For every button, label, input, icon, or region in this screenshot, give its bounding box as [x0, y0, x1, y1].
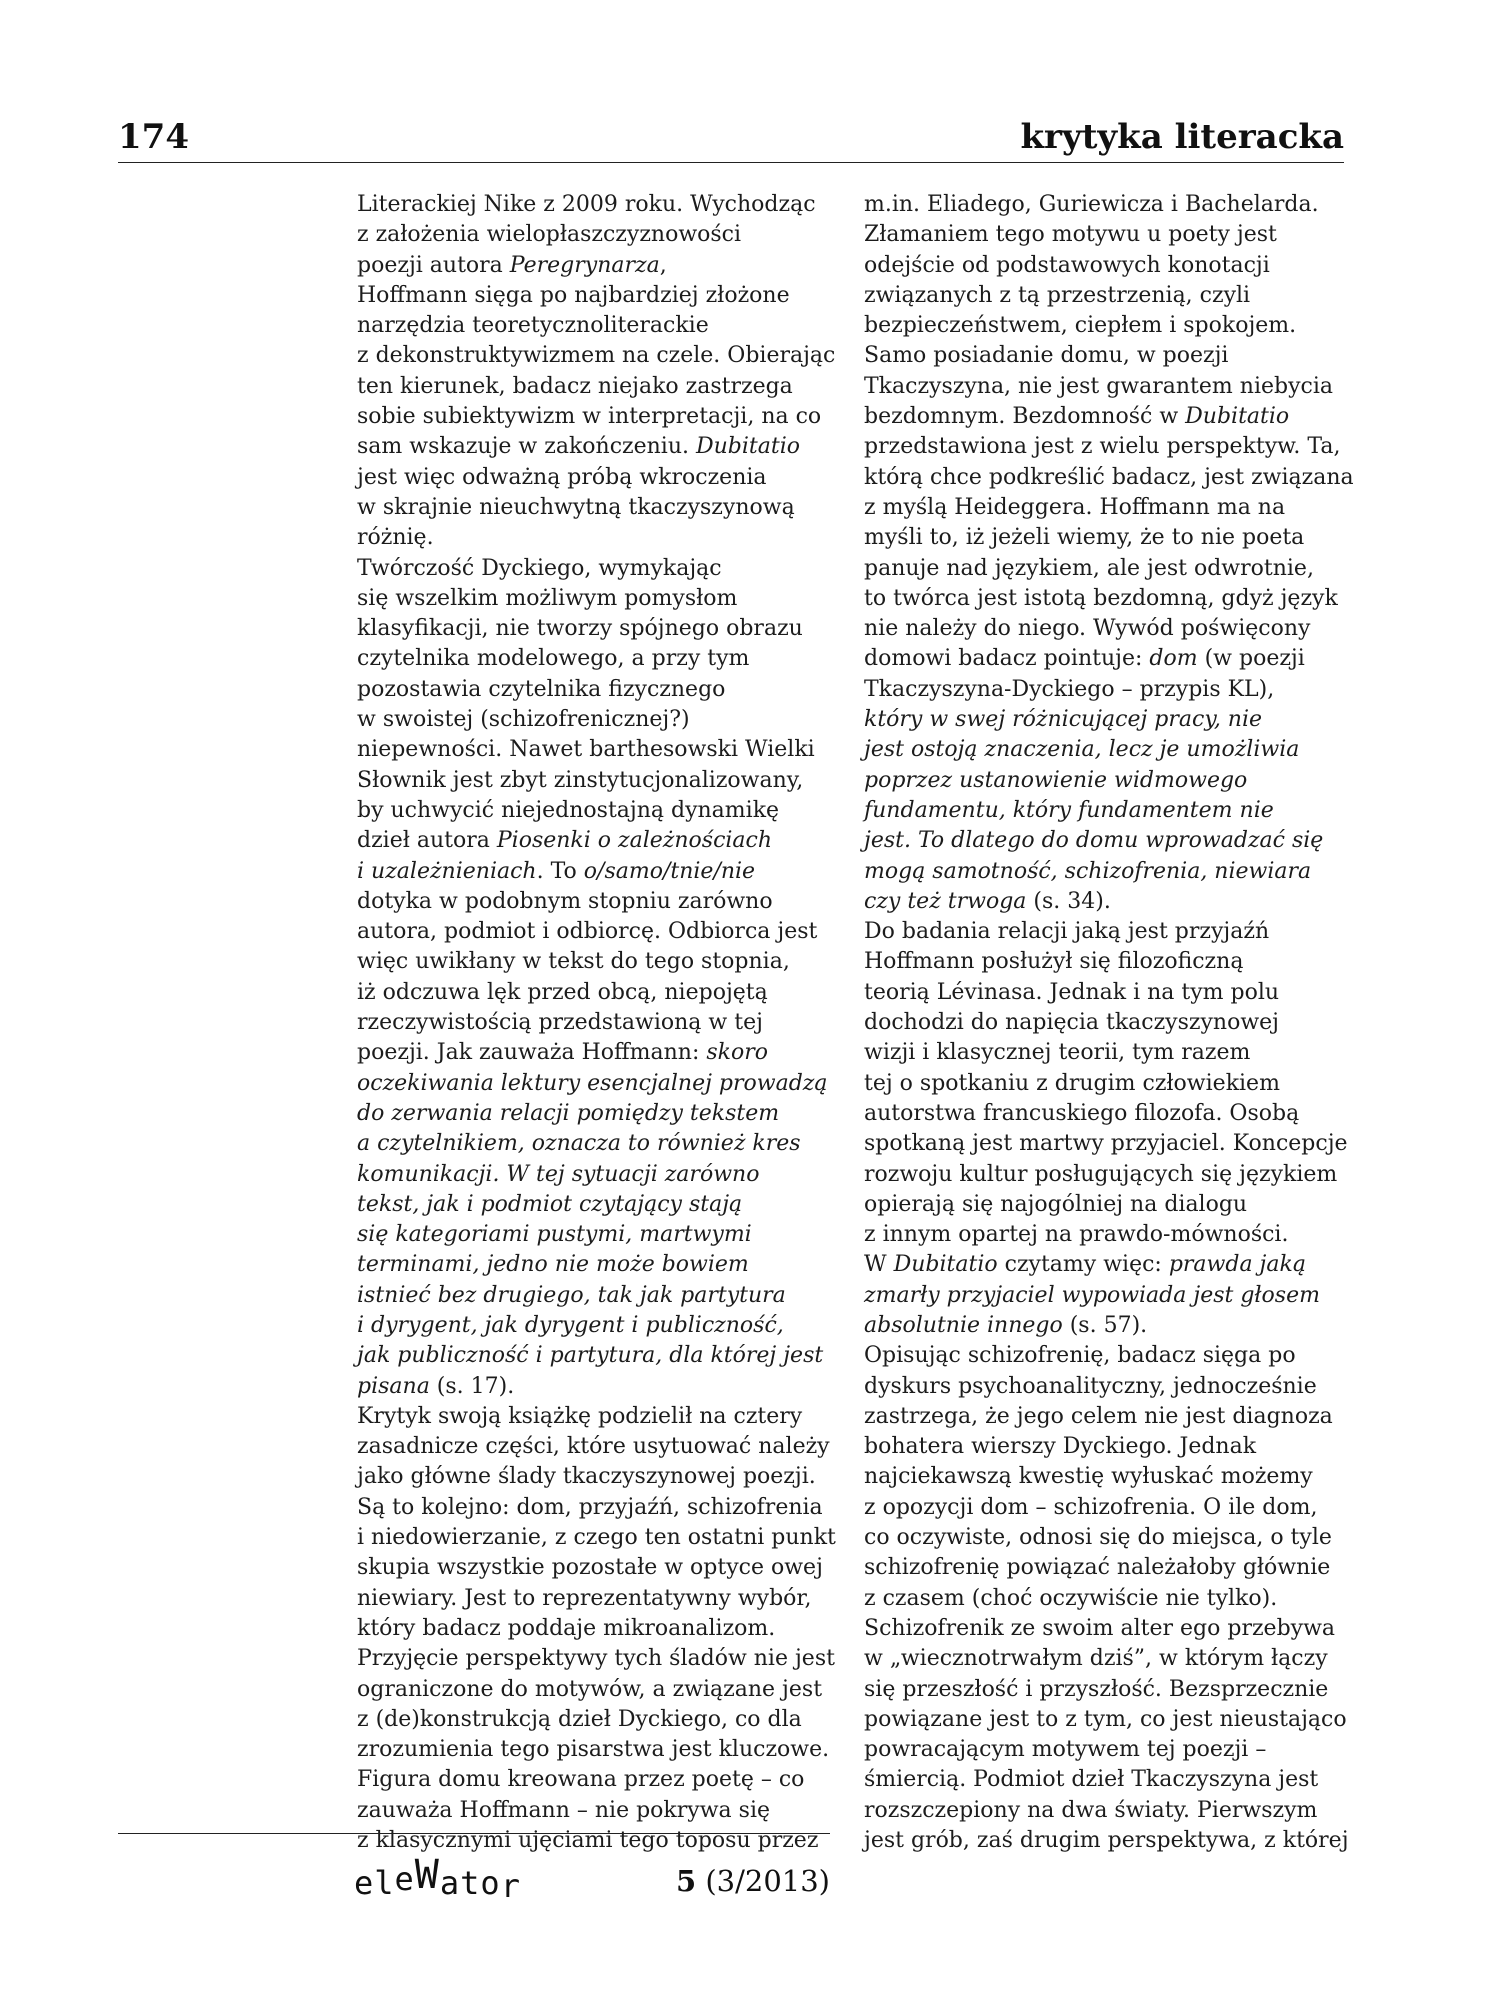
text-line	[864, 857, 1344, 887]
text-line	[864, 220, 1344, 250]
italic-text: mogą samotność, schizofrenia, niewiara	[864, 858, 1312, 884]
text-segment: Opisując schizofrenię, badacz sięga po	[864, 1343, 1296, 1369]
text-line	[864, 1796, 1344, 1826]
text-segment: ,	[659, 252, 667, 278]
text-line	[357, 1765, 837, 1795]
text-line	[357, 1190, 837, 1220]
text-segment: sobie subiektywizm w interpretacji, na co	[357, 404, 822, 430]
text-segment: myśli to, iż jeżeli wiemy, że to nie poeta	[864, 525, 1305, 551]
italic-text: jak publiczność i partytura, dla której jest	[357, 1343, 824, 1369]
text-segment: z założenia wielopłaszczyznowości	[357, 222, 742, 248]
text-line	[864, 1038, 1344, 1068]
text-segment: odejście od podstawowych konotacji	[864, 252, 1270, 278]
text-line	[357, 857, 837, 887]
italic-text: oczekiwania lektury esencjalnej prowadzą	[357, 1070, 828, 1096]
text-segment: Krytyk swoją książkę podzielił na cztery	[357, 1403, 803, 1429]
text-line	[864, 796, 1344, 826]
text-segment: i niedowierzanie, z czego ten ostatni punkt	[357, 1525, 836, 1551]
italic-text: pisana	[357, 1373, 430, 1399]
text-line	[864, 826, 1344, 856]
text-line	[357, 1584, 837, 1614]
italic-text: zmarły przyjaciel wypowiada jest głosem	[864, 1282, 1320, 1308]
text-line	[864, 1462, 1344, 1492]
text-segment: zrozumienia tego pisarstwa jest kluczowe.	[357, 1737, 830, 1763]
text-line	[864, 947, 1344, 977]
text-line	[864, 251, 1344, 281]
text-segment: . To	[536, 858, 584, 884]
italic-text: fundamentu, który fundamentem nie	[864, 797, 1274, 823]
text-segment: co oczywiste, odnosi się do miejsca, o tyle	[864, 1525, 1332, 1551]
text-segment: klasyfikacji, nie tworzy spójnego obrazu	[357, 616, 803, 642]
text-segment: zasadnicze części, które usytuować należy	[357, 1434, 830, 1460]
text-line	[357, 735, 837, 765]
text-line	[864, 1372, 1344, 1402]
issue-number: 5	[675, 1864, 697, 1898]
text-line	[357, 432, 837, 462]
text-line	[864, 1765, 1344, 1795]
journal-logo: eleWator	[354, 1852, 521, 1905]
text-segment: Słownik jest zbyt zinstytucjonalizowany,	[357, 767, 804, 793]
text-segment: który badacz poddaje mikroanalizom.	[357, 1615, 776, 1641]
text-segment: nie należy do niego. Wywód poświęcony	[864, 616, 1311, 642]
text-line	[864, 705, 1344, 735]
text-line	[864, 463, 1354, 493]
text-line	[357, 584, 837, 614]
text-line	[357, 220, 837, 250]
italic-text: absolutnie innego	[864, 1312, 1063, 1338]
text-line	[864, 917, 1344, 947]
text-segment: autora, podmiot i odbiorcę. Odbiorca jest	[357, 919, 818, 945]
text-line	[864, 1069, 1344, 1099]
text-segment: (w poezji	[1197, 646, 1305, 672]
text-segment: w „wiecznotrwałym dziś”, w którym łączy	[864, 1646, 1328, 1672]
text-line	[864, 1675, 1344, 1705]
italic-text: jest ostoją znaczenia, lecz je umożliwia	[864, 737, 1300, 763]
text-segment: pozostawia czytelnika fizycznego	[357, 676, 726, 702]
text-line	[864, 1402, 1344, 1432]
text-segment: poezji. Jak zauważa Hoffmann:	[357, 1040, 707, 1066]
text-segment: sam wskazuje w zakończeniu.	[357, 434, 696, 460]
text-segment: w skrajnie nieuchwytną tkaczyszynową	[357, 494, 795, 520]
italic-text: poprzez ustanowienie widmowego	[864, 767, 1248, 793]
text-line	[357, 1099, 837, 1129]
text-segment: dotyka w podobnym stopniu zarówno	[357, 888, 773, 914]
text-segment: Hoffmann posłużył się filozoficzną	[864, 949, 1244, 975]
text-segment: Złamaniem tego motywu u poety jest	[864, 222, 1277, 248]
text-line	[357, 675, 837, 705]
text-segment: dochodzi do napięcia tkaczyszynowej	[864, 1010, 1280, 1036]
text-segment: z (de)konstrukcją dzieł Dyckiego, co dla	[357, 1706, 802, 1732]
text-line	[357, 1523, 837, 1553]
italic-text: komunikacji. W tej sytuacji zarówno	[357, 1161, 760, 1187]
text-line	[357, 1129, 837, 1159]
italic-text: i dyrygent, jak dyrygent i publiczność,	[357, 1312, 784, 1338]
text-line	[357, 523, 837, 553]
text-line	[864, 978, 1344, 1008]
text-line	[357, 1220, 837, 1250]
text-line	[864, 402, 1344, 432]
text-line	[864, 1432, 1344, 1462]
page-number: 174	[118, 117, 189, 157]
text-line	[357, 1281, 837, 1311]
text-segment: Hoffmann sięga po najbardziej złożone	[357, 282, 790, 308]
text-segment: narzędzia teoretycznoliterackie	[357, 313, 709, 339]
text-line	[864, 614, 1344, 644]
text-line	[864, 1311, 1344, 1341]
italic-text: o/samo/tnie/nie	[583, 858, 756, 884]
text-line	[357, 402, 837, 432]
text-segment: czytelnika modelowego, a przy tym	[357, 646, 750, 672]
text-segment: ograniczone do motywów, a związane jest	[357, 1676, 823, 1702]
text-line	[357, 1644, 837, 1674]
italic-text: Piosenki o zależnościach	[496, 828, 773, 854]
text-line	[864, 1099, 1344, 1129]
text-segment: iż odczuwa lęk przed obcą, niepojętą	[357, 979, 768, 1005]
text-line	[357, 1341, 837, 1371]
text-segment: Tkaczyszyna, nie jest gwarantem niebycia	[864, 373, 1333, 399]
text-line	[357, 1008, 837, 1038]
text-line	[864, 1008, 1344, 1038]
text-segment: schizofrenię powiązać należałoby głównie	[864, 1555, 1331, 1581]
text-segment: którą chce podkreślić badacz, jest związana	[864, 464, 1354, 490]
text-line	[864, 1584, 1344, 1614]
footer-rule	[118, 1833, 830, 1834]
text-line	[864, 190, 1344, 220]
text-segment: różnię.	[357, 525, 434, 551]
text-line	[864, 1160, 1344, 1190]
issue-detail: (3/2013)	[696, 1864, 830, 1898]
text-line	[864, 887, 1344, 917]
text-segment: najciekawszą kwestię wyłuskać możemy	[864, 1464, 1313, 1490]
text-line	[357, 766, 837, 796]
text-segment: Schizofrenik ze swoim alter ego przebywa	[864, 1615, 1336, 1641]
italic-text: dom	[1149, 646, 1198, 672]
text-line	[864, 281, 1344, 311]
text-line	[864, 1190, 1344, 1220]
text-segment: (s. 34).	[1026, 888, 1111, 914]
text-segment: bohatera wierszy Dyckiego. Jednak	[864, 1434, 1257, 1460]
text-line	[357, 1372, 837, 1402]
text-segment: Przyjęcie perspektywy tych śladów nie jest	[357, 1646, 835, 1672]
text-line	[864, 766, 1344, 796]
text-line	[864, 1281, 1344, 1311]
italic-text: prawda jaką	[1168, 1252, 1306, 1278]
text-segment: poezji autora	[357, 252, 510, 278]
text-line	[864, 432, 1344, 462]
italic-text: skoro	[706, 1040, 768, 1066]
text-segment: Figura domu kreowana przez poetę – co	[357, 1767, 805, 1793]
text-segment: skupia wszystkie pozostałe w optyce owej	[357, 1555, 823, 1581]
text-line	[357, 554, 837, 584]
text-line	[864, 1553, 1344, 1583]
text-line	[357, 311, 837, 341]
text-segment: z klasycznymi ujęciami tego toposu przez	[357, 1828, 819, 1854]
text-segment: jest grób, zaś drugim perspektywa, z której	[864, 1828, 1349, 1854]
text-segment: w swoistej (schizofrenicznej?)	[357, 707, 690, 733]
text-line	[357, 1493, 837, 1523]
right-text-column	[864, 190, 1354, 1856]
issue-label	[676, 1864, 830, 1898]
text-line	[864, 644, 1344, 674]
text-line	[864, 1826, 1349, 1856]
text-line	[864, 554, 1344, 584]
text-line	[864, 584, 1344, 614]
text-segment: Do badania relacji jaką jest przyjaźń	[864, 919, 1270, 945]
text-segment: z dekonstruktywizmem na czele. Obierając	[357, 343, 836, 369]
text-line	[864, 1705, 1347, 1735]
text-segment: panuje nad językiem, ale jest odwrotnie,	[864, 555, 1314, 581]
text-segment: z opozycji dom – schizofrenia. O ile dom,	[864, 1494, 1318, 1520]
text-segment: tej o spotkaniu z drugim człowiekiem	[864, 1070, 1280, 1096]
text-line	[357, 1796, 837, 1826]
text-segment: się wszelkim możliwym pomysłom	[357, 585, 738, 611]
text-segment: (s. 17).	[429, 1373, 515, 1399]
text-segment: niewiary. Jest to reprezentatywny wybór,	[357, 1585, 812, 1611]
text-line	[864, 1735, 1344, 1765]
text-segment: Tkaczyszyna-Dyckiego – przypis KL),	[864, 676, 1275, 702]
text-segment: niepewności. Nawet barthesowski Wielki	[357, 737, 815, 763]
text-segment: powracającym motywem tej poezji –	[864, 1737, 1267, 1763]
text-segment: rzeczywistością przedstawioną w tej	[357, 1010, 763, 1036]
text-segment: śmiercią. Podmiot dzieł Tkaczyszyna jest	[864, 1767, 1319, 1793]
text-segment: m.in. Eliadego, Guriewicza i Bachelarda.	[864, 192, 1319, 217]
text-line	[357, 1402, 837, 1432]
text-line	[864, 523, 1344, 553]
text-line	[357, 463, 837, 493]
text-segment: Literackiej Nike z 2009 roku. Wychodząc	[357, 192, 816, 217]
text-segment: Są to kolejno: dom, przyjaźń, schizofrenia	[357, 1494, 823, 1520]
text-line	[357, 493, 837, 523]
italic-text: czy też trwoga	[864, 888, 1027, 914]
text-line	[864, 372, 1344, 402]
text-line	[357, 1432, 837, 1462]
text-line	[357, 887, 837, 917]
italic-text: Peregrynarza	[509, 252, 660, 278]
text-line	[357, 644, 837, 674]
text-segment: rozszczepiony na dwa światy. Pierwszym	[864, 1797, 1318, 1823]
italic-text: Dubitatio	[1185, 404, 1290, 430]
text-segment: (s. 57).	[1062, 1312, 1148, 1338]
text-segment: związanych z tą przestrzenią, czyli	[864, 282, 1251, 308]
text-line	[864, 1493, 1344, 1523]
italic-text: i uzależnieniach	[357, 858, 537, 884]
italic-text: do zerwania relacji pomiędzy tekstem	[357, 1100, 780, 1126]
text-segment: bezdomnym. Bezdomność w	[864, 404, 1186, 430]
text-line	[357, 826, 837, 856]
italic-text: terminami, jedno nie może bowiem	[357, 1252, 749, 1278]
text-segment: z myślą Heideggera. Hoffmann ma na	[864, 494, 1286, 520]
text-segment: powiązane jest to z tym, co jest nieustająco	[864, 1706, 1347, 1732]
text-segment: autorstwa francuskiego filozofa. Osobą	[864, 1100, 1300, 1126]
text-line	[357, 1069, 837, 1099]
text-line	[357, 1038, 837, 1068]
text-line	[357, 978, 837, 1008]
text-segment: W	[864, 1252, 894, 1278]
text-line	[357, 947, 837, 977]
text-segment: bezpieczeństwem, ciepłem i spokojem.	[864, 313, 1297, 339]
text-line	[864, 675, 1344, 705]
text-line	[864, 1250, 1344, 1280]
text-line	[357, 1705, 837, 1735]
text-line	[357, 1160, 837, 1190]
text-line	[864, 1614, 1344, 1644]
text-segment: opierają się najogólniej na dialogu	[864, 1191, 1248, 1217]
text-segment: rozwoju kultur posługujących się językiem	[864, 1161, 1338, 1187]
italic-text: a czytelnikiem, oznacza to również kres	[357, 1131, 801, 1157]
text-line	[357, 372, 837, 402]
text-line	[357, 1614, 837, 1644]
page-header	[118, 112, 1344, 163]
text-line	[864, 493, 1344, 523]
text-line	[864, 735, 1344, 765]
text-segment: z czasem (choć oczywiście nie tylko).	[864, 1585, 1278, 1611]
text-line	[864, 311, 1344, 341]
text-line	[864, 1341, 1344, 1371]
italic-text: jest. To dlatego do domu wprowadzać się	[864, 828, 1324, 854]
italic-text: Dubitatio	[696, 434, 801, 460]
text-line	[357, 1553, 837, 1583]
text-line	[357, 796, 837, 826]
text-line	[357, 705, 837, 735]
text-segment: dyskurs psychoanalityczny, jednocześnie	[864, 1373, 1317, 1399]
text-segment: Twórczość Dyckiego, wymykając	[357, 555, 722, 581]
text-line	[357, 1462, 837, 1492]
text-segment: teorią Lévinasa. Jednak i na tym polu	[864, 979, 1280, 1005]
text-line	[357, 341, 837, 371]
text-segment: się przeszłość i przyszłość. Bezsprzecznie	[864, 1676, 1329, 1702]
section-title: krytyka literacka	[1020, 117, 1344, 157]
text-segment: Samo posiadanie domu, w poezji	[864, 343, 1229, 369]
text-segment: wizji i klasycznej teorii, tym razem	[864, 1040, 1251, 1066]
text-segment: więc uwikłany w tekst do tego stopnia,	[357, 949, 790, 975]
italic-text: się kategoriami pustymi, martwymi	[357, 1222, 752, 1248]
text-line	[357, 1675, 837, 1705]
text-segment: z innym opartej na prawdo-mówności.	[864, 1222, 1289, 1248]
text-segment: jako główne ślady tkaczyszynowej poezji.	[357, 1464, 816, 1490]
text-segment: domowi badacz pointuje:	[864, 646, 1150, 672]
text-segment: by uchwycić niejednostajną dynamikę	[357, 797, 780, 823]
text-segment: jest więc odważną próbą wkroczenia	[357, 464, 767, 490]
text-segment: dzieł autora	[357, 828, 497, 854]
text-line	[357, 1311, 837, 1341]
text-segment: zastrzega, że jego celem nie jest diagnoza	[864, 1403, 1333, 1429]
text-line	[357, 251, 837, 281]
text-segment: to twórca jest istotą bezdomną, gdyż język	[864, 585, 1338, 611]
text-line	[357, 614, 837, 644]
text-line	[864, 1523, 1344, 1553]
text-segment: ten kierunek, badacz niejako zastrzega	[357, 373, 793, 399]
text-segment: czytamy więc:	[997, 1252, 1169, 1278]
italic-text: tekst, jak i podmiot czytający stają	[357, 1191, 743, 1217]
italic-text: Dubitatio	[893, 1252, 998, 1278]
text-line	[864, 341, 1344, 371]
text-line	[864, 1644, 1344, 1674]
text-line	[357, 1735, 837, 1765]
text-line	[357, 1250, 837, 1280]
text-line	[357, 281, 837, 311]
text-segment: zauważa Hoffmann – nie pokrywa się	[357, 1797, 770, 1823]
italic-text: istnieć bez drugiego, tak jak partytura	[357, 1282, 786, 1308]
text-line	[864, 1220, 1344, 1250]
text-segment: spotkaną jest martwy przyjaciel. Koncepcje	[864, 1131, 1348, 1157]
italic-text: który w swej różnicującej pracy, nie	[864, 707, 1263, 733]
text-line	[357, 917, 837, 947]
left-text-column	[357, 190, 837, 1856]
text-segment: przedstawiona jest z wielu perspektyw. Ta,	[864, 434, 1341, 460]
text-line	[357, 190, 837, 220]
text-line	[864, 1129, 1348, 1159]
